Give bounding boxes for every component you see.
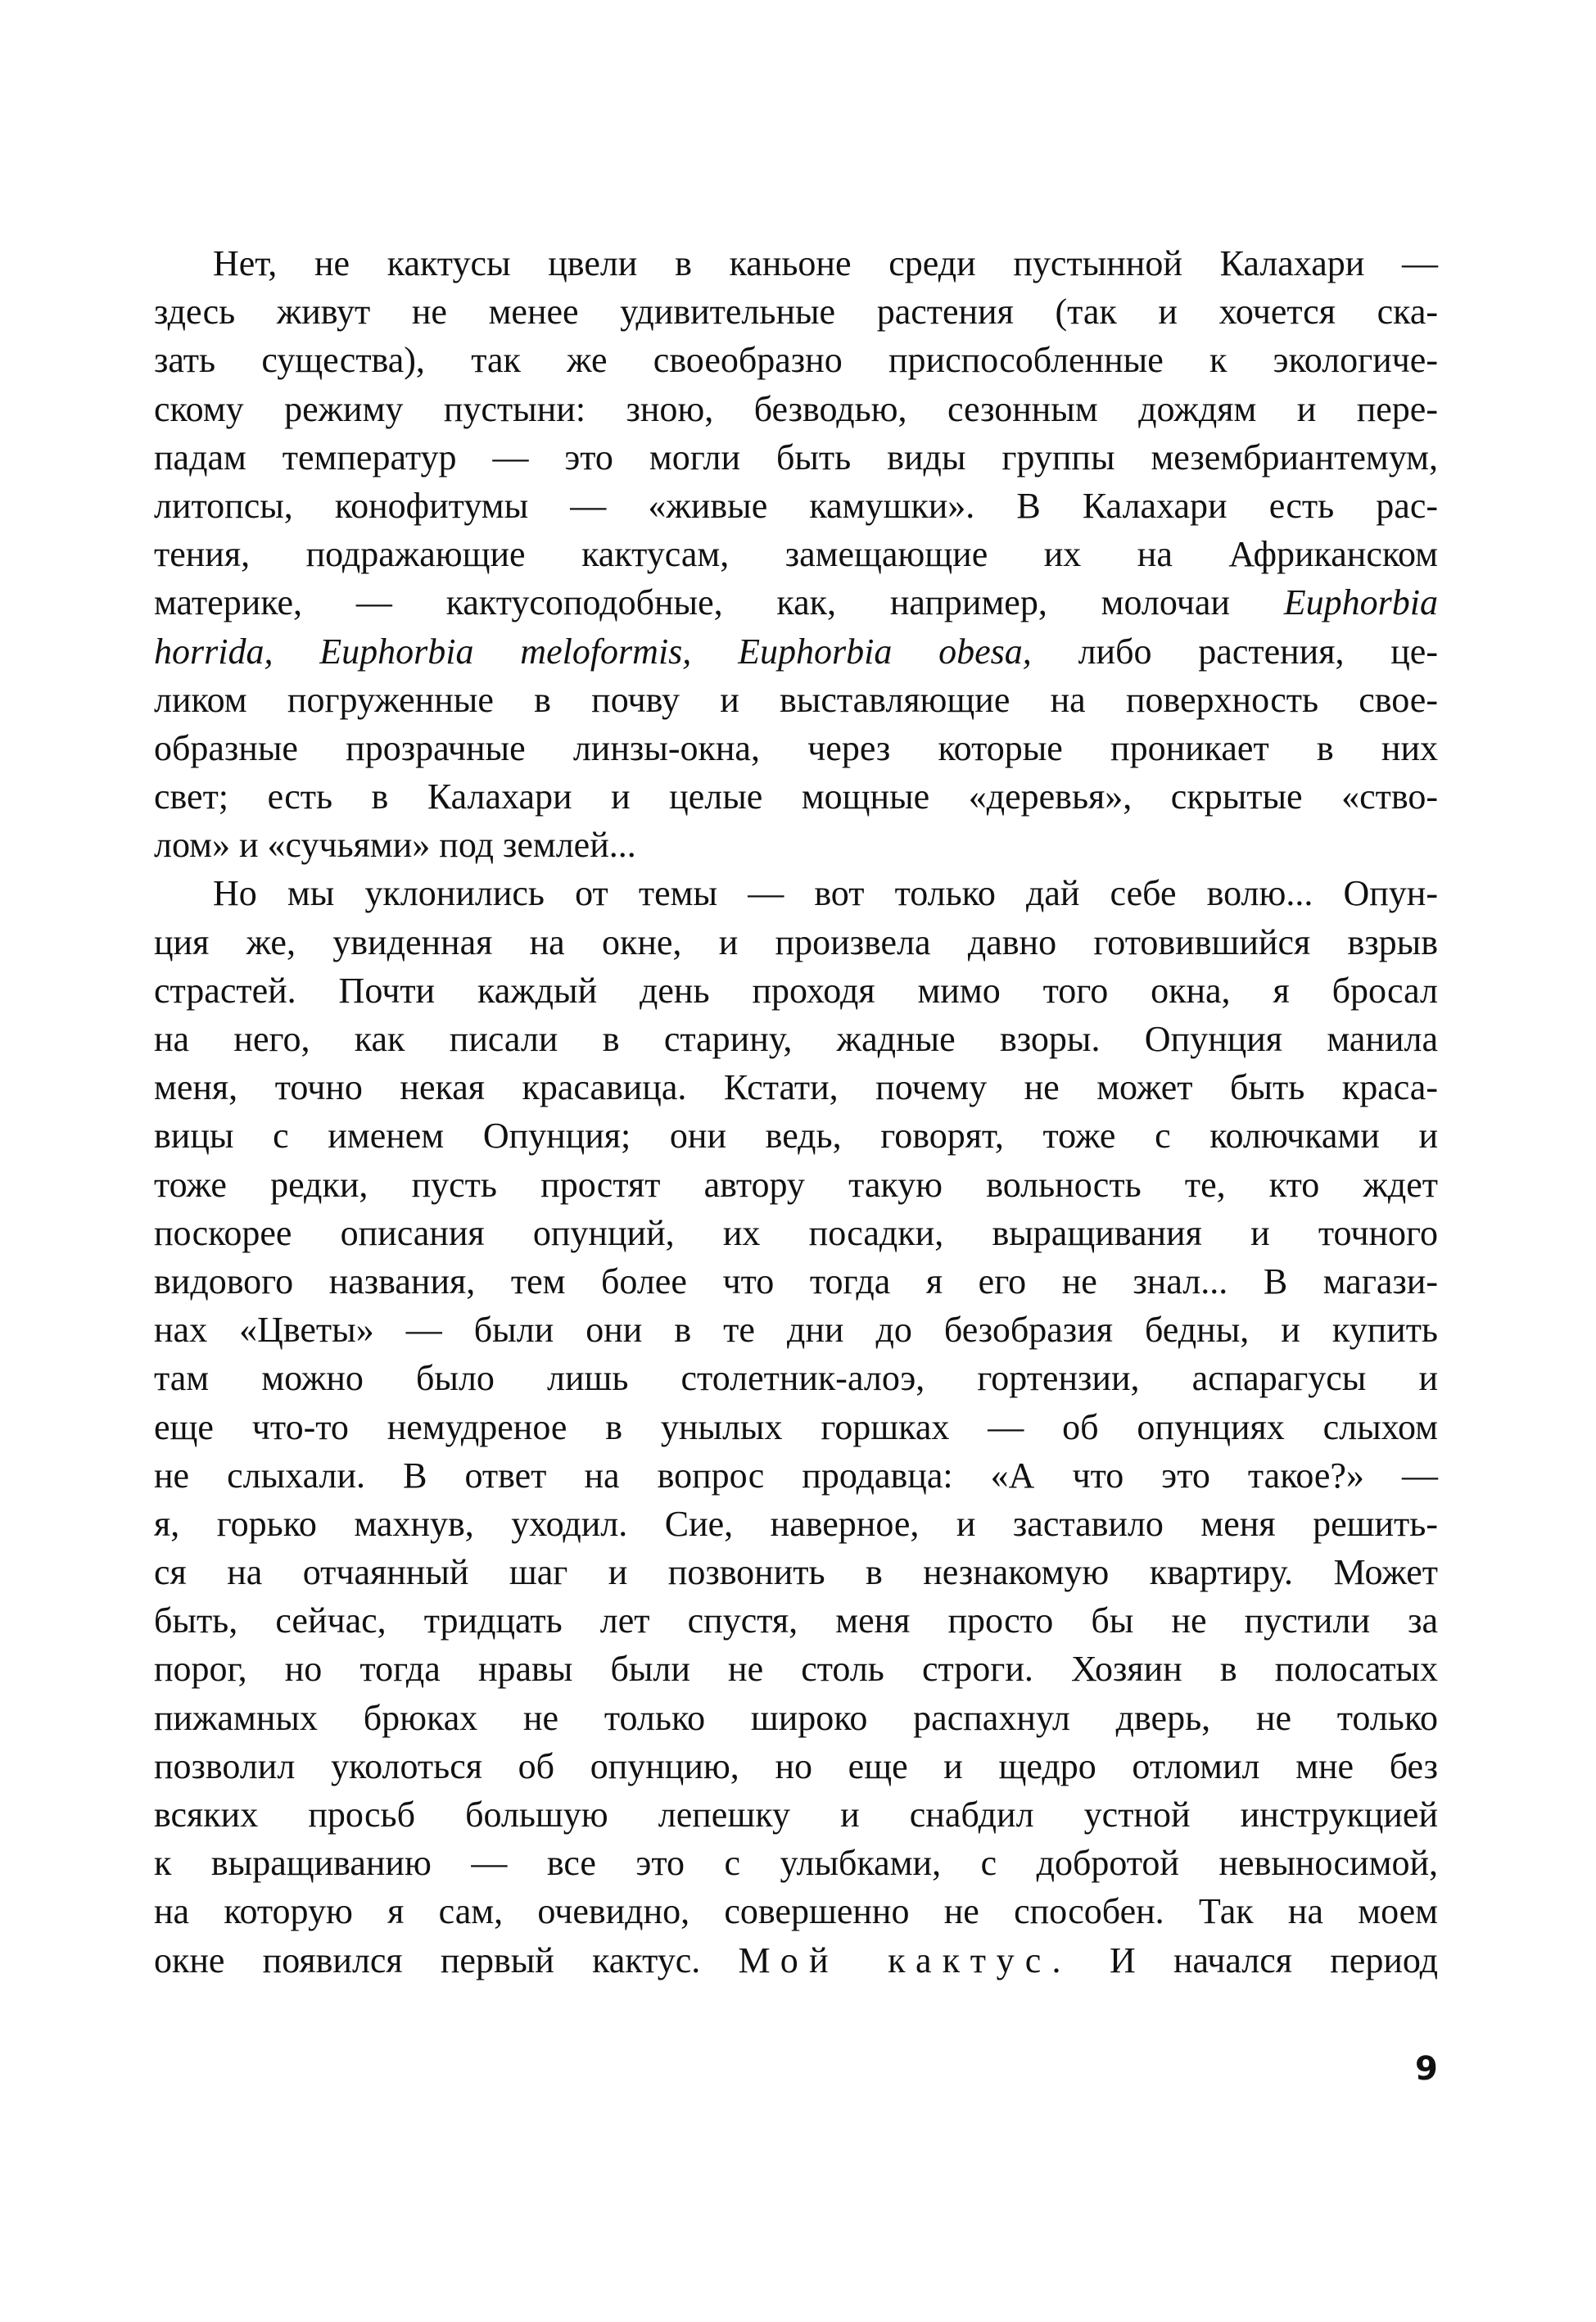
italic-term: Euphorbia (1283, 582, 1438, 623)
text-line: падам температур — это могли быть виды группы мезембриантемум, (154, 437, 1438, 478)
text-run: И начался период (1071, 1940, 1438, 1980)
text-line: скому режиму пустыни: зною, безводью, сезонным дождям и пере- (154, 388, 1438, 429)
text-line: вицы с именем Опунция; они ведь, говорят, тоже с колючками и (154, 1116, 1438, 1156)
text-line (154, 627, 1438, 676)
text-line: зать существа), так же своеобразно приспособленные к экологиче- (154, 340, 1438, 381)
text-line: всяких просьб большую лепешку и снабдил устной инструкцией (154, 1795, 1438, 1835)
text-line: поскорее описания опунций, их посадки, выращивания и точного (154, 1212, 1438, 1253)
text-line: Нет, не кактусы цвели в каньоне среди пустынной Калахари — (213, 243, 1438, 283)
text-line: ся на отчаянный шаг и позвонить в незнакомую квартиру. Может (154, 1552, 1438, 1593)
text-line: Но мы уклонились от темы — вот только дай себе волю... Опун- (213, 873, 1438, 914)
text-line: не слыхали. В ответ на вопрос продавца: «А что это такое?» — (154, 1455, 1438, 1496)
text-line: нах «Цветы» — были они в те дни до безобразия бедны, и купить (154, 1310, 1438, 1351)
text-run: материке, — кактусоподобные, как, например, молочаи (154, 582, 1284, 623)
text-line (154, 1936, 1438, 1985)
text-line: позволил уколоться об опунцию, но еще и щедро отломил мне без (154, 1745, 1438, 1786)
text-line: быть, сейчас, тридцать лет спустя, меня просто бы не пустили за (154, 1600, 1438, 1641)
text-line: здесь живут не менее удивительные растения (так и хочется ска- (154, 292, 1438, 333)
text-line: лом» и «сучьями» под землей... (154, 825, 636, 866)
text-line: меня, точно некая красавица. Кстати, почему не может быть краса- (154, 1067, 1438, 1108)
spaced-emphasis: Мой кактус. (738, 1940, 1072, 1980)
text-run: окне появился первый кактус. (154, 1940, 739, 1980)
text-line: к выращиванию — все это с улыбками, с добротой невыносимой, (154, 1843, 1438, 1884)
text-line: литопсы, конофитумы — «живые камушки». В Калахари есть рас- (154, 485, 1438, 526)
text-line: ликом погруженные в почву и выставляющие на поверхность свое- (154, 679, 1438, 720)
text-run: либо растения, це- (1031, 631, 1438, 672)
text-line: ция же, увиденная на окне, и произвела давно готовившийся взрыв (154, 921, 1438, 962)
text-line: я, горько махнув, уходил. Сие, наверное, и заставило меня решить- (154, 1503, 1438, 1544)
text-line: еще что-то немудреное в унылых горшках — об опунциях слыхом (154, 1406, 1438, 1447)
text-line: пижамных брюках не только широко распахнул дверь, не только (154, 1697, 1438, 1738)
text-line: на него, как писали в старину, жадные взоры. Опунция манила (154, 1019, 1438, 1059)
text-line: тоже редки, пусть простят автору такую вольность те, кто ждет (154, 1164, 1438, 1205)
text-line: порог, но тогда нравы были не столь строги. Хозяин в полосатых (154, 1649, 1438, 1690)
italic-term: horrida, Euphorbia meloformis, Euphorbia obesa, (154, 631, 1032, 672)
text-line: образные прозрачные линзы-окна, через которые проникает в них (154, 727, 1438, 768)
body-text (154, 239, 1438, 1985)
page-number: 9 (1415, 2050, 1438, 2088)
text-line: свет; есть в Калахари и целые мощные «деревья», скрытые «ство- (154, 776, 1438, 817)
text-line (154, 578, 1438, 627)
text-line: тения, подражающие кактусам, замещающие их на Африканском (154, 534, 1438, 575)
text-line: там можно было лишь столетник-алоэ, гортензии, аспарагусы и (154, 1358, 1438, 1399)
text-line: страстей. Почти каждый день проходя мимо того окна, я бросал (154, 970, 1438, 1011)
text-line: на которую я сам, очевидно, совершенно не способен. Так на моем (154, 1891, 1438, 1932)
text-line: видового названия, тем более что тогда я его не знал... В магази- (154, 1261, 1438, 1301)
